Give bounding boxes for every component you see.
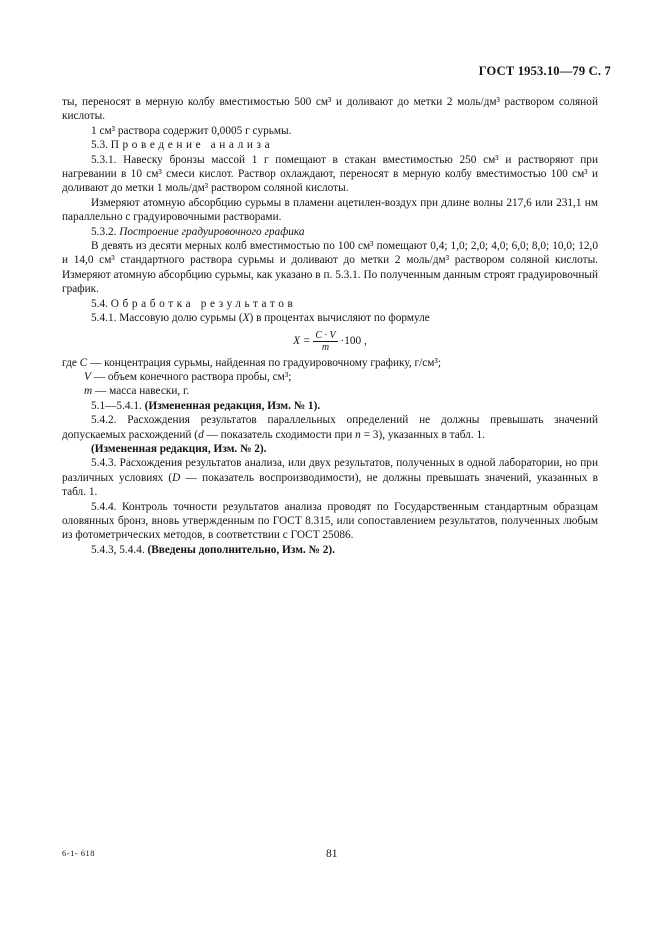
text-run: ) в процентах вычисляют по формуле [249, 312, 430, 325]
text-run: 5.4.3. Расхождения результатов анализа, или двух результатов, полученных в одной лаборатории, но при различных условиях ( [62, 457, 598, 484]
edit-note-1 [62, 399, 598, 413]
symbol-n: n [355, 428, 361, 441]
formula-lhs: X = [293, 334, 311, 347]
legend-v [62, 370, 598, 384]
symbol-d-upper: D [172, 471, 181, 484]
paragraph-measure: Измеряют атомную абсорбцию сурьмы в пламени ацетилен-воздух при длине волны 217,6 или 231,1 нм параллельно с градуировочными растворами. [62, 196, 598, 224]
legend-c [62, 356, 598, 370]
paragraph-5-4-1 [62, 311, 598, 325]
section-number: 5.3.2. [91, 225, 117, 238]
text-run: — объем конечного раствора пробы, см³; [90, 370, 292, 383]
formula [62, 330, 598, 354]
paragraph-5-4-3 [62, 456, 598, 499]
text-run: где [62, 356, 80, 369]
paragraph-solution-content: 1 см³ раствора содержит 0,0005 г сурьмы. [91, 124, 292, 137]
formula-fraction [313, 330, 337, 353]
symbol-v: V [84, 370, 91, 383]
text-run: — показатель сходимости при [203, 428, 356, 441]
edit-label: (Введены дополнительно, Изм. № 2). [147, 543, 335, 556]
text-run: — показатель воспроизводимости), не должны превышать значений, указанных в табл. 1. [62, 471, 599, 499]
paragraph-5-4-4: 5.4.4. Контроль точности результатов анализа проводят по Государственным стандартным образцам оловянных бронз, вновь утвержденным по ГОСТ 8.315, или сопоставлением результатов, полученных любым из фотометрических методов, в соответствии с ГОСТ 25086. [62, 500, 598, 542]
paragraph-5-3-1: 5.3.1. Навеску бронзы массой 1 г помещают в стакан вместимостью 250 см³ и растворяют при нагревании в 10 см³ смеси кислот. Раствор охлаждают, переносят в мерную колбу вместимостью 100 см³ и доливают до метки 1 моль/дм³ раствором соляной кислоты. [62, 153, 598, 195]
print-code: 6-1- 618 [62, 848, 96, 858]
section-number: 5.4. [91, 297, 108, 310]
legend-m [62, 384, 598, 398]
section-5-4-heading [62, 297, 598, 311]
paragraph-5-3-2: В девять из десяти мерных колб вместимостью по 100 см³ помещают 0,4; 1,0; 2,0; 4,0; 6,0; 8,0; 10,0; 12,0 и 14,0 см³ стандартного раствора сурьмы и доливают до метки 2 моль/дм³ раствором соляной кислоты. Измеряют атомную абсорбцию сурьмы, как указано в п. 5.3.1. По полученным данным строят градуировочный график. [62, 240, 598, 296]
section-title: Обработка результатов [110, 297, 297, 310]
edit-note-2: (Измененная редакция, Изм. № 2). [91, 442, 267, 455]
formula-rhs: ·100 , [340, 334, 367, 347]
formula-numerator: C · V [315, 329, 336, 341]
section-5-3-heading [62, 138, 598, 152]
formula-denominator: m [321, 341, 330, 353]
section-title: Построение градуировочного графика [119, 225, 305, 238]
added-note [62, 543, 598, 557]
section-number: 5.3. [91, 139, 108, 152]
symbol-x: X [242, 312, 250, 325]
symbol-m: m [84, 385, 93, 398]
text-run: 5.4.2. Расхождения результатов параллельных определений не должны превышать значений допускаемых расхождений ( [62, 414, 598, 441]
page-header: ГОСТ 1953.10—79 С. 7 [478, 64, 611, 78]
page-number: 81 [326, 848, 338, 860]
paragraph-5-4-2 [62, 413, 598, 442]
text-run: 5.1—5.4.1. [91, 399, 145, 412]
text-run: 5.4.3, 5.4.4. [91, 543, 148, 556]
section-5-3-2-heading [62, 225, 598, 239]
section-title: Проведение анализа [110, 139, 274, 152]
symbol-d: d [198, 428, 204, 441]
text-run: — концентрация сурьмы, найденная по градуировочному графику, г/см³; [87, 356, 441, 369]
text-run: = 3), указанных в табл. 1. [360, 428, 485, 441]
paragraph-continuation: ты, переносят в мерную колбу вместимостью 500 см³ и доливают до метки 2 моль/дм³ раствором соляной кислоты. [62, 96, 598, 123]
symbol-c: C [79, 356, 88, 369]
text-run: 5.4.1. Массовую долю сурьмы ( [91, 312, 243, 325]
document-body [62, 95, 598, 557]
edit-label: (Измененная редакция, Изм. № 1). [144, 399, 321, 412]
text-run: — масса навески, г. [92, 385, 190, 398]
